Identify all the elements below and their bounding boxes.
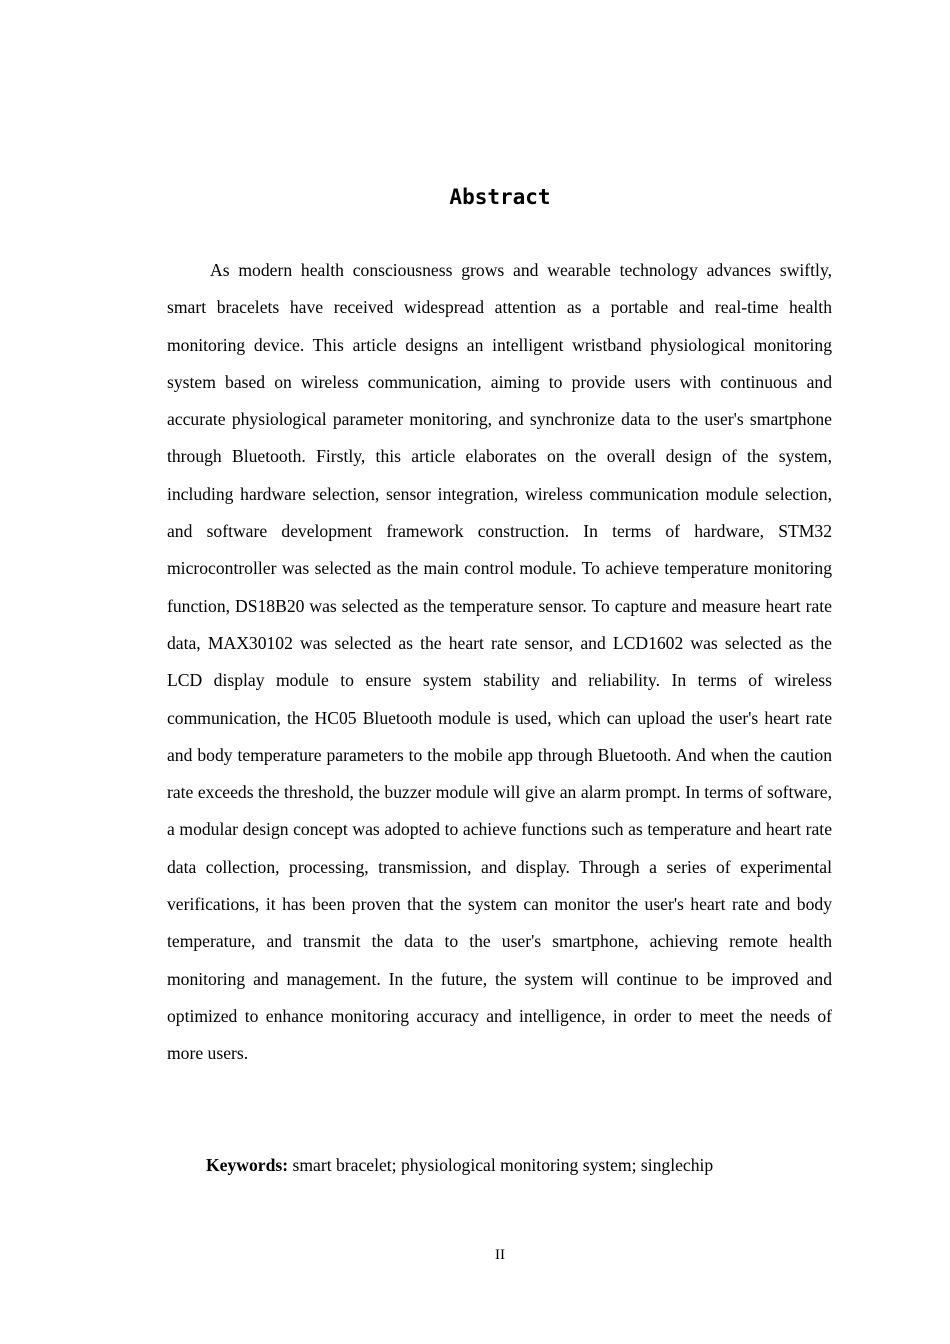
abstract-body: As modern health consciousness grows and wearable technology advances swiftly, smart bracelets have received widespread attention as a portable and real-time health monitoring device. This article designs an intelligent wristband physiological monitoring system based on wireless communication, aiming to provide users with continuous and accurate physiological parameter monitoring, and synchronize data to the user's smartphone through Bluetooth. Firstly, this article elaborates on the overall design of the system, including hardware selection, sensor integration, wireless communication module selection, and software development framework construction. In terms of hardware, STM32 microcontroller was selected as the main control module. To achieve temperature monitoring function, DS18B20 was selected as the temperature sensor. To capture and measure heart rate data, MAX30102 was selected as the heart rate sensor, and LCD1602 was selected as the LCD display module to ensure system stability and reliability. In terms of wireless communication, the HC05 Bluetooth module is used, which can upload the user's heart rate and body temperature parameters to the mobile app through Bluetooth. And when the caution rate exceeds the threshold, the buzzer module will give an alarm prompt. In terms of software, a modular design concept was adopted to achieve functions such as temperature and heart rate data collection, processing, transmission, and display. Through a series of experimental verifications, it has been proven that the system can monitor the user's heart rate and body temperature, and transmit the data to the user's smartphone, achieving remote health monitoring and management. In the future, the system will continue to be improved and optimized to enhance monitoring accuracy and intelligence, in order to meet the needs of more users.: [167, 260, 832, 1064]
keywords-label: Keywords:: [206, 1155, 289, 1175]
page-number: II: [495, 1247, 505, 1263]
abstract-title: Abstract: [449, 185, 551, 209]
keywords-text: smart bracelet; physiological monitoring system; singlechip: [292, 1155, 714, 1175]
keywords-line: [206, 1148, 846, 1182]
